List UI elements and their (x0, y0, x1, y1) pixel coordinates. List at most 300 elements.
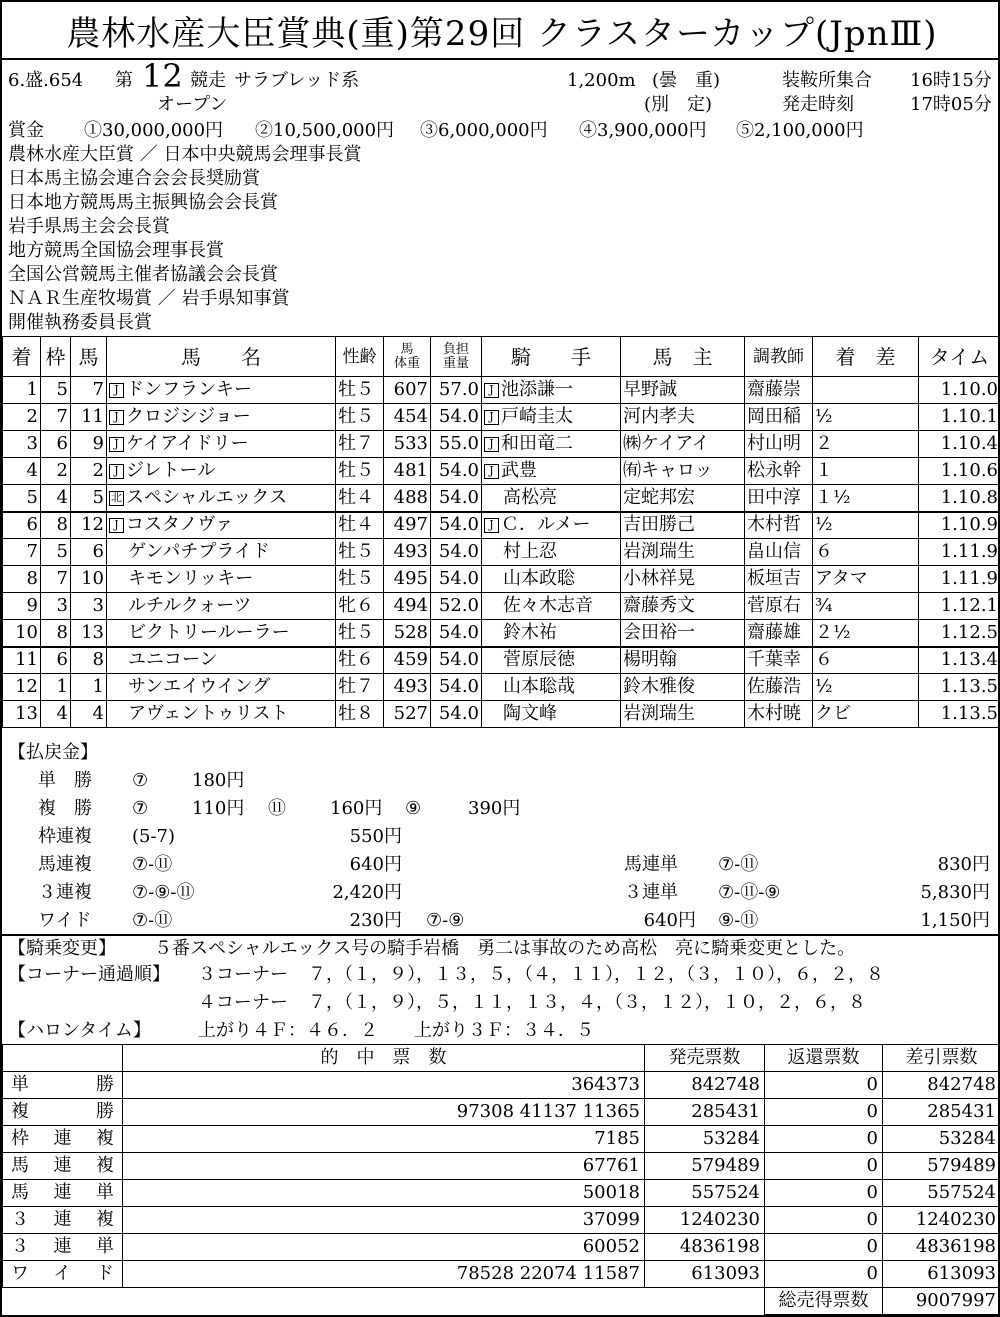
col-margin: 着 差 (813, 337, 919, 377)
sex-age: 牡４ (336, 512, 384, 539)
umaren-label: 馬連複 (38, 854, 92, 875)
wide-amount-2: 640円 (643, 910, 696, 931)
finish-position: 8 (3, 566, 41, 593)
trainer-name: 岡田稲 (745, 404, 813, 431)
horse-number: 11 (71, 404, 107, 431)
horse-number: 13 (71, 620, 107, 647)
horse-number: 1 (71, 674, 107, 701)
fukusho-combo-1: ⑦ (132, 798, 149, 819)
burden-weight: 57.0 (431, 377, 482, 404)
sanrenpuku-combo: ⑦-⑨-⑪ (132, 882, 195, 903)
post-time: 17時05分 (910, 94, 992, 115)
award-line: 全国公営競馬主催者協議会会長賞 (8, 264, 278, 285)
margin: アタマ (813, 566, 919, 593)
wide-amount-3: 1,150円 (920, 910, 990, 931)
bet-type: ３連複 (3, 1207, 123, 1234)
affiliation-mark: J (109, 383, 124, 398)
wide-amount-1: 230円 (349, 910, 402, 931)
fukusho-combo-2: ⑪ (268, 798, 286, 819)
result-row (3, 512, 1000, 539)
horse-name: ユニコーン (128, 649, 218, 671)
sold-votes: 4836198 (645, 1234, 765, 1261)
horse-number: 7 (71, 377, 107, 404)
horse-number: 12 (71, 512, 107, 539)
sex-age: 牡６ (336, 647, 384, 674)
body-weight: 454 (384, 404, 431, 431)
wakuren-label: 枠連複 (38, 826, 92, 847)
result-row (3, 620, 1000, 647)
umatan-combo: ⑦-⑪ (718, 854, 759, 875)
result-row (3, 458, 1000, 485)
race-class: オープン (157, 94, 228, 115)
award-line: 開催執務委員長賞 (8, 312, 152, 333)
margin: ¾ (813, 593, 919, 620)
result-row (3, 566, 1000, 593)
horse-name-cell (107, 431, 336, 458)
horse-name: ケイアイドリー (126, 433, 249, 454)
votes-row (3, 1153, 1000, 1180)
col-sex-age: 性齢 (336, 337, 384, 377)
votes-row (3, 1126, 1000, 1153)
rider-change-text: ５番スペシャルエックス号の騎手岩橋 勇二は事故のため高松 亮に騎乗変更とした。 (154, 938, 856, 959)
winning-votes: 67761 (123, 1153, 645, 1180)
votes-col-net: 差引票数 (883, 1045, 1000, 1072)
affiliation-mark: J (109, 464, 124, 479)
assembly-time: 16時15分 (910, 70, 992, 91)
margin: ½ (813, 512, 919, 539)
finish-time: 1.10.1 (919, 404, 1000, 431)
result-row (3, 431, 1000, 458)
finish-time: 1.10.0 (919, 377, 1000, 404)
prize-label: 賞金 (8, 120, 44, 141)
body-weight-label-2: 体重 (393, 355, 420, 371)
horse-number: 3 (71, 593, 107, 620)
result-row (3, 647, 1000, 674)
jockey-cell (482, 566, 621, 593)
horse-number: 5 (71, 485, 107, 512)
finish-position: 10 (3, 620, 41, 647)
jockey-mark: J (484, 383, 499, 398)
horse-number: 8 (71, 647, 107, 674)
results-body (3, 377, 1000, 728)
umatan-label: 馬連単 (624, 854, 678, 875)
burden-weight: 54.0 (431, 620, 482, 647)
finish-time: 1.12.1 (919, 593, 1000, 620)
burden-weight: 54.0 (431, 458, 482, 485)
sex-age: 牡７ (336, 674, 384, 701)
corner3-label: ３コーナー (198, 964, 288, 985)
finish-time: 1.13.5 (919, 674, 1000, 701)
col-body-weight (384, 337, 431, 377)
bet-type: ワイド (3, 1261, 123, 1288)
jockey-cell (482, 458, 621, 485)
net-votes: 1240230 (883, 1207, 1000, 1234)
total-label: 総売得票数 (765, 1288, 883, 1315)
trainer-name: 板垣吉 (745, 566, 813, 593)
net-votes: 4836198 (883, 1234, 1000, 1261)
body-weight-label-1: 馬 (400, 341, 414, 357)
bracket-number: 2 (41, 458, 71, 485)
sold-votes: 579489 (645, 1153, 765, 1180)
votes-row (3, 1261, 1000, 1288)
burden-weight: 54.0 (431, 647, 482, 674)
bracket-number: 3 (41, 593, 71, 620)
tansho-label: 単 勝 (38, 770, 92, 791)
tansho-combo: ⑦ (132, 770, 149, 791)
body-weight: 495 (384, 566, 431, 593)
jockey-name: 高松亮 (503, 486, 557, 508)
burden-weight: 52.0 (431, 593, 482, 620)
horse-name: コスタノヴァ (126, 514, 234, 536)
affiliation-mark: 北 (111, 490, 122, 504)
breed: サラブレッド系 (234, 70, 360, 91)
award-line: 農林水産大臣賞 ／ 日本中央競馬会理事長賞 (8, 144, 362, 165)
burden-weight: 54.0 (431, 485, 482, 512)
horse-name-cell (107, 647, 336, 674)
owner-name: ㈲キャロッ (621, 458, 745, 485)
margin: クビ (813, 701, 919, 728)
horse-name: ドンフランキー (126, 379, 252, 400)
finish-time: 1.10.8 (919, 485, 1000, 512)
net-votes: 842748 (883, 1072, 1000, 1099)
votes-row (3, 1180, 1000, 1207)
trainer-name: 佐藤浩 (745, 674, 813, 701)
body-weight: 493 (384, 539, 431, 566)
refund-votes: 0 (765, 1153, 883, 1180)
divider (2, 934, 1000, 936)
col-trainer: 調教師 (745, 337, 813, 377)
col-umaban: 馬 (71, 337, 107, 377)
jockey-mark: J (484, 518, 499, 533)
result-row (3, 404, 1000, 431)
votes-table (2, 1044, 1000, 1315)
jockey-mark: J (484, 437, 499, 452)
finish-time: 1.13.5 (919, 701, 1000, 728)
meet-code: 6.盛.654 (8, 70, 84, 91)
horse-name-cell (107, 485, 336, 512)
horse-name: サンエイウイング (128, 676, 271, 697)
bracket-number: 8 (41, 620, 71, 647)
finish-time: 1.10.6 (919, 458, 1000, 485)
fukusho-amount-2: 160円 (330, 798, 383, 819)
sex-age: 牡５ (336, 458, 384, 485)
sex-age: 牡５ (336, 566, 384, 593)
finish-position: 11 (3, 647, 41, 674)
votes-total-row (3, 1288, 1000, 1315)
finish-time: 1.10.4 (919, 431, 1000, 458)
bet-type: 馬連複 (3, 1153, 123, 1180)
finish-time: 1.11.9 (919, 566, 1000, 593)
prize-5: ⑤2,100,000円 (736, 120, 864, 141)
jockey-name: 武豊 (501, 460, 537, 481)
umatan-amount: 830円 (937, 854, 990, 875)
spacer (645, 1288, 765, 1315)
burden-weight: 54.0 (431, 404, 482, 431)
body-weight: 494 (384, 593, 431, 620)
votes-col-sold: 発売票数 (645, 1045, 765, 1072)
sanrenpuku-label: ３連複 (38, 882, 92, 903)
race-number: 12 (142, 57, 183, 95)
umaren-amount: 640円 (349, 854, 402, 875)
jockey-name: 菅原辰徳 (503, 649, 575, 671)
burden-weight: 54.0 (431, 566, 482, 593)
body-weight: 493 (384, 674, 431, 701)
finish-position: 4 (3, 458, 41, 485)
distance: 1,200m (567, 70, 636, 91)
owner-name: 小林祥晃 (621, 566, 745, 593)
sex-age: 牡４ (336, 485, 384, 512)
trainer-name: 松永幹 (745, 458, 813, 485)
votes-header-row (3, 1045, 1000, 1072)
wide-combo-3: ⑨-⑪ (718, 910, 759, 931)
payout-section-label: 【払戻金】 (8, 742, 98, 763)
sanrentan-label: ３連単 (624, 882, 678, 903)
furlong-label: 【ハロンタイム】 (8, 1020, 151, 1041)
result-row (3, 485, 1000, 512)
trainer-name: 畠山信 (745, 539, 813, 566)
horse-name-cell (107, 674, 336, 701)
results-table (2, 336, 1000, 728)
horse-name: アヴェントゥリスト (128, 703, 289, 724)
col-waku: 枠 (41, 337, 71, 377)
horse-name-cell (107, 512, 336, 539)
finish-position: 6 (3, 512, 41, 539)
margin: ½ (813, 674, 919, 701)
finish-time: 1.11.9 (919, 539, 1000, 566)
burden-label-2: 重量 (442, 355, 469, 371)
col-pos: 着 (3, 337, 41, 377)
votes-row (3, 1234, 1000, 1261)
fukusho-amount-1: 110円 (192, 798, 245, 819)
jockey-name: 鈴木祐 (503, 621, 557, 643)
horse-name-cell (107, 458, 336, 485)
award-line: ＮＡＲ生産牧場賞 ／ 岩手県知事賞 (8, 288, 290, 309)
body-weight: 488 (384, 485, 431, 512)
col-time: タイム (919, 337, 1000, 377)
net-votes: 557524 (883, 1180, 1000, 1207)
spacer (3, 1288, 123, 1315)
trainer-name: 田中淳 (745, 485, 813, 512)
jockey-mark: J (484, 464, 499, 479)
sex-age: 牝６ (336, 593, 384, 620)
finish-time: 1.10.9 (919, 512, 1000, 539)
affiliation-mark: J (109, 410, 124, 425)
jockey-name: 佐々木志音 (503, 595, 593, 616)
horse-name-cell (107, 566, 336, 593)
margin (813, 377, 919, 404)
affiliation-mark: J (109, 437, 124, 452)
body-weight: 607 (384, 377, 431, 404)
bracket-number: 4 (41, 485, 71, 512)
bracket-number: 6 (41, 431, 71, 458)
prize-1: ①30,000,000円 (84, 120, 224, 141)
refund-votes: 0 (765, 1207, 883, 1234)
corner-label: 【コーナー通過順】 (8, 964, 170, 985)
owner-name: 早野誠 (621, 377, 745, 404)
finish-position: 2 (3, 404, 41, 431)
prize-4: ④3,900,000円 (579, 120, 707, 141)
owner-name: 会田裕一 (621, 620, 745, 647)
margin: ２ (813, 431, 919, 458)
prize-3: ③6,000,000円 (420, 120, 548, 141)
result-row (3, 674, 1000, 701)
col-owner: 馬 主 (621, 337, 745, 377)
trainer-name: 村山明 (745, 431, 813, 458)
sold-votes: 842748 (645, 1072, 765, 1099)
bracket-number: 6 (41, 647, 71, 674)
owner-name: ㈱ケイアイ (621, 431, 745, 458)
tansho-amount: 180円 (192, 770, 245, 791)
horse-number: 2 (71, 458, 107, 485)
owner-name: 岩渕瑞生 (621, 701, 745, 728)
rider-change-label: 【騎乗変更】 (8, 938, 116, 959)
margin: ６ (813, 647, 919, 674)
horse-number: 6 (71, 539, 107, 566)
bracket-number: 8 (41, 512, 71, 539)
margin: ２½ (813, 620, 919, 647)
bracket-number: 4 (41, 701, 71, 728)
result-row (3, 377, 1000, 404)
net-votes: 53284 (883, 1126, 1000, 1153)
furlong-text: 上がり４Ｆ：４６．２ 上がり３Ｆ：３４．５ (198, 1020, 594, 1041)
winning-votes: 60052 (123, 1234, 645, 1261)
weight-rule: (別 定) (644, 94, 713, 115)
jockey-name: 山本政聡 (503, 568, 575, 589)
burden-weight: 54.0 (431, 674, 482, 701)
net-votes: 613093 (883, 1261, 1000, 1288)
horse-name-cell (107, 701, 336, 728)
trainer-name: 木村哲 (745, 512, 813, 539)
bracket-number: 7 (41, 566, 71, 593)
sex-age: 牡７ (336, 431, 384, 458)
margin: １ (813, 458, 919, 485)
wide-combo-1: ⑦-⑪ (132, 910, 173, 931)
jockey-name: 村上忍 (503, 541, 557, 562)
horse-number: 4 (71, 701, 107, 728)
wakuren-combo: (5-7) (132, 826, 176, 847)
horse-name: クロジシジョー (126, 406, 251, 427)
bet-type: ３連単 (3, 1234, 123, 1261)
award-line: 日本地方競馬馬主振興協会会長賞 (8, 192, 278, 213)
result-row (3, 539, 1000, 566)
trainer-name: 菅原右 (745, 593, 813, 620)
trainer-name: 木村暁 (745, 701, 813, 728)
jockey-cell (482, 674, 621, 701)
horse-name: ルチルクォーツ (128, 595, 252, 616)
jockey-cell (482, 431, 621, 458)
winning-votes: 50018 (123, 1180, 645, 1207)
post-time-label: 発走時刻 (782, 94, 854, 115)
jockey-name: 陶文峰 (503, 703, 557, 724)
jockey-name: 戸崎圭太 (501, 406, 573, 427)
fukusho-combo-3: ⑨ (405, 798, 422, 819)
burden-weight: 54.0 (431, 539, 482, 566)
bracket-number: 5 (41, 377, 71, 404)
wide-label: ワイド (38, 910, 92, 931)
jockey-cell (482, 512, 621, 539)
body-weight: 533 (384, 431, 431, 458)
burden-weight: 54.0 (431, 701, 482, 728)
result-row (3, 701, 1000, 728)
bracket-number: 1 (41, 674, 71, 701)
jockey-name: 和田竜二 (501, 433, 573, 454)
fukusho-amount-3: 390円 (468, 798, 521, 819)
jockey-cell (482, 404, 621, 431)
trainer-name: 齋藤崇 (745, 377, 813, 404)
finish-position: 9 (3, 593, 41, 620)
assembly-label: 装鞍所集合 (782, 70, 872, 91)
results-header-row (3, 337, 1000, 377)
jockey-cell (482, 620, 621, 647)
corner4-order: ７，（１，９），５，１１，１３，４，（３，１２），１０，２，６，８ (308, 992, 866, 1013)
finish-position: 5 (3, 485, 41, 512)
col-burden (431, 337, 482, 377)
horse-name: ジレトール (126, 460, 216, 481)
votes-row (3, 1072, 1000, 1099)
race-prefix: 第 (115, 70, 133, 91)
horse-name-cell (107, 404, 336, 431)
votes-col-hits: 的 中 票 数 (123, 1045, 645, 1072)
race-suffix: 競走 (190, 70, 226, 91)
jockey-name: 池添謙一 (501, 379, 573, 400)
finish-position: 13 (3, 701, 41, 728)
sex-age: 牡５ (336, 377, 384, 404)
owner-name: 定蛇邦宏 (621, 485, 745, 512)
award-line: 岩手県馬主会会長賞 (8, 216, 170, 237)
burden-weight: 55.0 (431, 431, 482, 458)
horse-name: スペシャルエックス (126, 486, 288, 508)
bracket-number: 5 (41, 539, 71, 566)
sold-votes: 53284 (645, 1126, 765, 1153)
burden-weight: 54.0 (431, 512, 482, 539)
trainer-name: 齋藤雄 (745, 620, 813, 647)
body-weight: 527 (384, 701, 431, 728)
horse-name-cell (107, 539, 336, 566)
bet-type: 枠連複 (3, 1126, 123, 1153)
horse-name-cell (107, 377, 336, 404)
jockey-cell (482, 593, 621, 620)
votes-row (3, 1207, 1000, 1234)
total-value: 9007997 (883, 1288, 1000, 1315)
jockey-cell (482, 539, 621, 566)
jockey-cell (482, 701, 621, 728)
body-weight: 528 (384, 620, 431, 647)
winning-votes: 7185 (123, 1126, 645, 1153)
jockey-name: 山本聡哉 (503, 676, 575, 697)
prize-2: ②10,500,000円 (255, 120, 395, 141)
votes-row (3, 1099, 1000, 1126)
owner-name: 齋藤秀文 (621, 593, 745, 620)
spacer (123, 1288, 645, 1315)
owner-name: 鈴木雅俊 (621, 674, 745, 701)
owner-name: 吉田勝己 (621, 512, 745, 539)
horse-number: 10 (71, 566, 107, 593)
umaren-combo: ⑦-⑪ (132, 854, 173, 875)
sold-votes: 613093 (645, 1261, 765, 1288)
winning-votes: 37099 (123, 1207, 645, 1234)
votes-col-type (3, 1045, 123, 1072)
winning-votes: 364373 (123, 1072, 645, 1099)
owner-name: 楊明翰 (621, 647, 745, 674)
race-title: 農林水産大臣賞典(重)第29回 クラスターカップ(JpnⅢ) (66, 14, 938, 54)
finish-position: 1 (3, 377, 41, 404)
track-condition: (曇 重) (652, 70, 721, 91)
sold-votes: 557524 (645, 1180, 765, 1207)
jockey-mark: J (484, 410, 499, 425)
finish-time: 1.13.4 (919, 647, 1000, 674)
refund-votes: 0 (765, 1099, 883, 1126)
sold-votes: 285431 (645, 1099, 765, 1126)
